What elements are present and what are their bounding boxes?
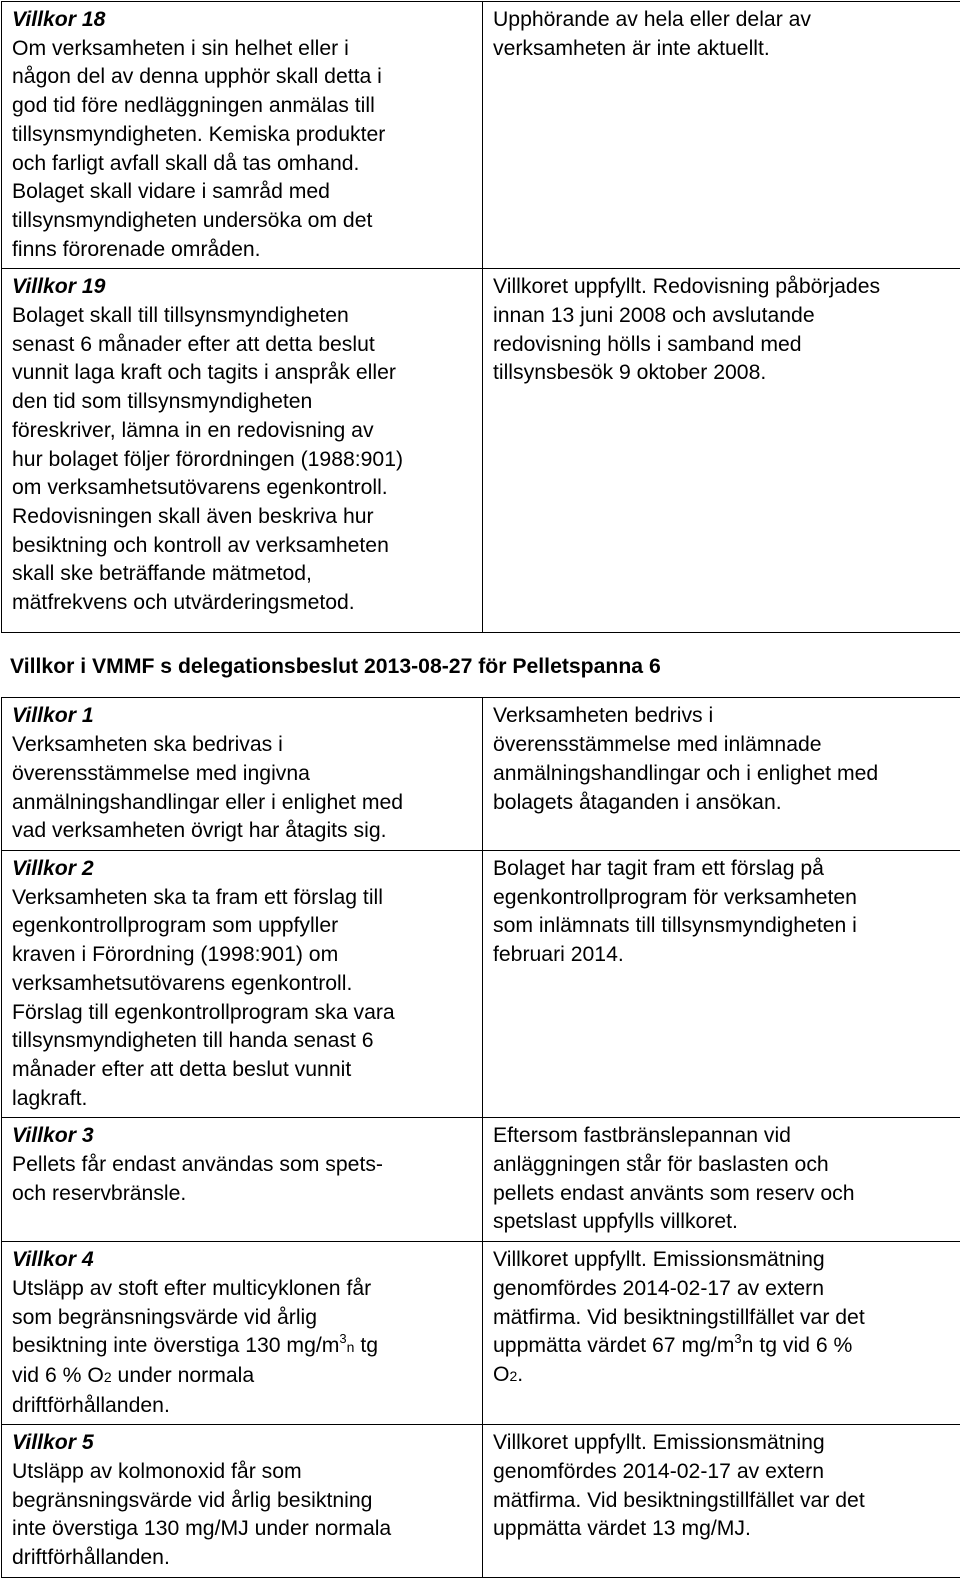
status-text: Verksamheten bedrivs i — [493, 702, 959, 731]
condition-text: Förslag till egenkontrollprogram ska vara — [12, 999, 478, 1028]
condition-text: Verksamheten ska bedrivas i — [12, 731, 478, 760]
status-cell — [483, 850, 960, 1117]
status-text: Bolaget har tagit fram ett förslag på — [493, 855, 959, 884]
table-row — [2, 850, 960, 1117]
status-text: mätfirma. Vid besiktningstillfället var det — [493, 1304, 959, 1333]
condition-title: Villkor 1 — [12, 702, 478, 731]
status-text: redovisning hölls i samband med — [493, 331, 959, 360]
condition-cell — [2, 2, 483, 269]
status-text-o2: O2. — [493, 1361, 959, 1391]
condition-text: någon del av denna upphör skall detta i — [12, 63, 478, 92]
condition-title: Villkor 19 — [12, 273, 478, 302]
status-text: pellets endast använts som reserv och — [493, 1180, 959, 1209]
condition-text: begränsningsvärde vid årlig besiktning — [12, 1487, 478, 1516]
status-text: anmälningshandlingar och i enlighet med — [493, 760, 959, 789]
condition-cell — [2, 698, 483, 851]
condition-text: skall ske beträffande mätmetod, — [12, 560, 478, 589]
table-row — [2, 1118, 960, 1242]
condition-text: lagkraft. — [12, 1085, 478, 1114]
table-row — [2, 698, 960, 851]
table-row — [2, 2, 960, 269]
status-text: uppmätta värdet 13 mg/MJ. — [493, 1515, 959, 1544]
section-heading-wrap — [0, 633, 960, 698]
condition-text: egenkontrollprogram som uppfyller — [12, 912, 478, 941]
condition-text: tillsynsmyndigheten undersöka om det — [12, 207, 478, 236]
condition-text: god tid före nedläggningen anmälas till — [12, 92, 478, 121]
status-cell — [483, 1425, 960, 1578]
status-text: tillsynsbesök 9 oktober 2008. — [493, 359, 959, 388]
condition-text: den tid som tillsynsmyndigheten — [12, 388, 478, 417]
condition-text: inte överstiga 130 mg/MJ under normala — [12, 1515, 478, 1544]
condition-title: Villkor 18 — [12, 6, 478, 35]
status-text: överensstämmelse med inlämnade — [493, 731, 959, 760]
section-heading: Villkor i VMMF s delegationsbeslut 2013-08-27 för Pelletspanna 6 — [10, 653, 960, 682]
status-text: Villkoret uppfyllt. Emissionsmätning — [493, 1246, 959, 1275]
status-cell — [483, 698, 960, 851]
condition-text: Verksamheten ska ta fram ett förslag till — [12, 884, 478, 913]
condition-text: och reservbränsle. — [12, 1180, 478, 1209]
condition-text: tillsynsmyndigheten till handa senast 6 — [12, 1027, 478, 1056]
condition-text: och farligt avfall skall då tas omhand. — [12, 150, 478, 179]
condition-text: tillsynsmyndigheten. Kemiska produkter — [12, 121, 478, 150]
condition-text: hur bolaget följer förordningen (1988:901) — [12, 446, 478, 475]
status-text: Villkoret uppfyllt. Redovisning påbörjades — [493, 273, 959, 302]
condition-title: Villkor 3 — [12, 1122, 478, 1151]
conditions-table-1 — [1, 1, 960, 633]
status-text: genomfördes 2014-02-17 av extern — [493, 1275, 959, 1304]
status-text: spetslast uppfylls villkoret. — [493, 1208, 959, 1237]
table-row — [2, 1242, 960, 1425]
condition-text: Utsläpp av kolmonoxid får som — [12, 1458, 478, 1487]
status-text: Eftersom fastbränslepannan vid — [493, 1122, 959, 1151]
condition-text: anmälningshandlingar eller i enlighet med — [12, 789, 478, 818]
condition-text: vunnit laga kraft och tagits i anspråk eller — [12, 359, 478, 388]
condition-text: Om verksamheten i sin helhet eller i — [12, 35, 478, 64]
condition-text: som begränsningsvärde vid årlig — [12, 1304, 478, 1333]
condition-title: Villkor 4 — [12, 1246, 478, 1275]
status-cell — [483, 2, 960, 269]
condition-text: Pellets får endast användas som spets- — [12, 1151, 478, 1180]
condition-cell — [2, 850, 483, 1117]
condition-cell — [2, 269, 483, 632]
condition-text: kraven i Förordning (1998:901) om — [12, 941, 478, 970]
condition-text: besiktning och kontroll av verksamheten — [12, 532, 478, 561]
condition-cell — [2, 1118, 483, 1242]
table-row — [2, 269, 960, 632]
condition-text: månader efter att detta beslut vunnit — [12, 1056, 478, 1085]
condition-cell — [2, 1425, 483, 1578]
conditions-table-2 — [1, 697, 960, 1577]
condition-text: vad verksamheten övrigt har åtagits sig. — [12, 817, 478, 846]
status-text: februari 2014. — [493, 941, 959, 970]
status-text: Villkoret uppfyllt. Emissionsmätning — [493, 1429, 959, 1458]
condition-text: driftförhållanden. — [12, 1392, 478, 1421]
condition-text: Bolaget skall till tillsynsmyndigheten — [12, 302, 478, 331]
condition-text: senast 6 månader efter att detta beslut — [12, 331, 478, 360]
status-text: som inlämnats till tillsynsmyndigheten i — [493, 912, 959, 941]
condition-text: finns förorenade områden. — [12, 236, 478, 265]
condition-text: överensstämmelse med ingivna — [12, 760, 478, 789]
condition-text: Utsläpp av stoft efter multicyklonen får — [12, 1275, 478, 1304]
condition-title: Villkor 5 — [12, 1429, 478, 1458]
status-text: mätfirma. Vid besiktningstillfället var det — [493, 1487, 959, 1516]
condition-text: driftförhållanden. — [12, 1544, 478, 1573]
table-row — [2, 1425, 960, 1578]
condition-text: verksamhetsutövarens egenkontroll. — [12, 970, 478, 999]
status-text: anläggningen står för baslasten och — [493, 1151, 959, 1180]
condition-text: mätfrekvens och utvärderingsmetod. — [12, 589, 478, 618]
condition-text: Redovisningen skall även beskriva hur — [12, 503, 478, 532]
condition-cell — [2, 1242, 483, 1425]
condition-text-o2: vid 6 % O2 under normala — [12, 1362, 478, 1392]
condition-title: Villkor 2 — [12, 855, 478, 884]
status-text: genomfördes 2014-02-17 av extern — [493, 1458, 959, 1487]
status-text: egenkontrollprogram för verksamheten — [493, 884, 959, 913]
status-cell — [483, 1242, 960, 1425]
status-text: Upphörande av hela eller delar av — [493, 6, 959, 35]
condition-text: föreskriver, lämna in en redovisning av — [12, 417, 478, 446]
status-text: innan 13 juni 2008 och avslutande — [493, 302, 959, 331]
condition-text: Bolaget skall vidare i samråd med — [12, 178, 478, 207]
status-text: verksamheten är inte aktuellt. — [493, 35, 959, 64]
document-page — [0, 1, 960, 1512]
status-cell — [483, 1118, 960, 1242]
status-text: bolagets åtaganden i ansökan. — [493, 789, 959, 818]
condition-text-unit: besiktning inte överstiga 130 $mg/m^3n$ tg — [12, 1332, 478, 1362]
condition-text: om verksamhetsutövarens egenkontroll. — [12, 474, 478, 503]
status-text-unit: uppmätta värdet 67 $mg/m^3n$ tg vid 6 % — [493, 1332, 959, 1361]
status-cell — [483, 269, 960, 632]
